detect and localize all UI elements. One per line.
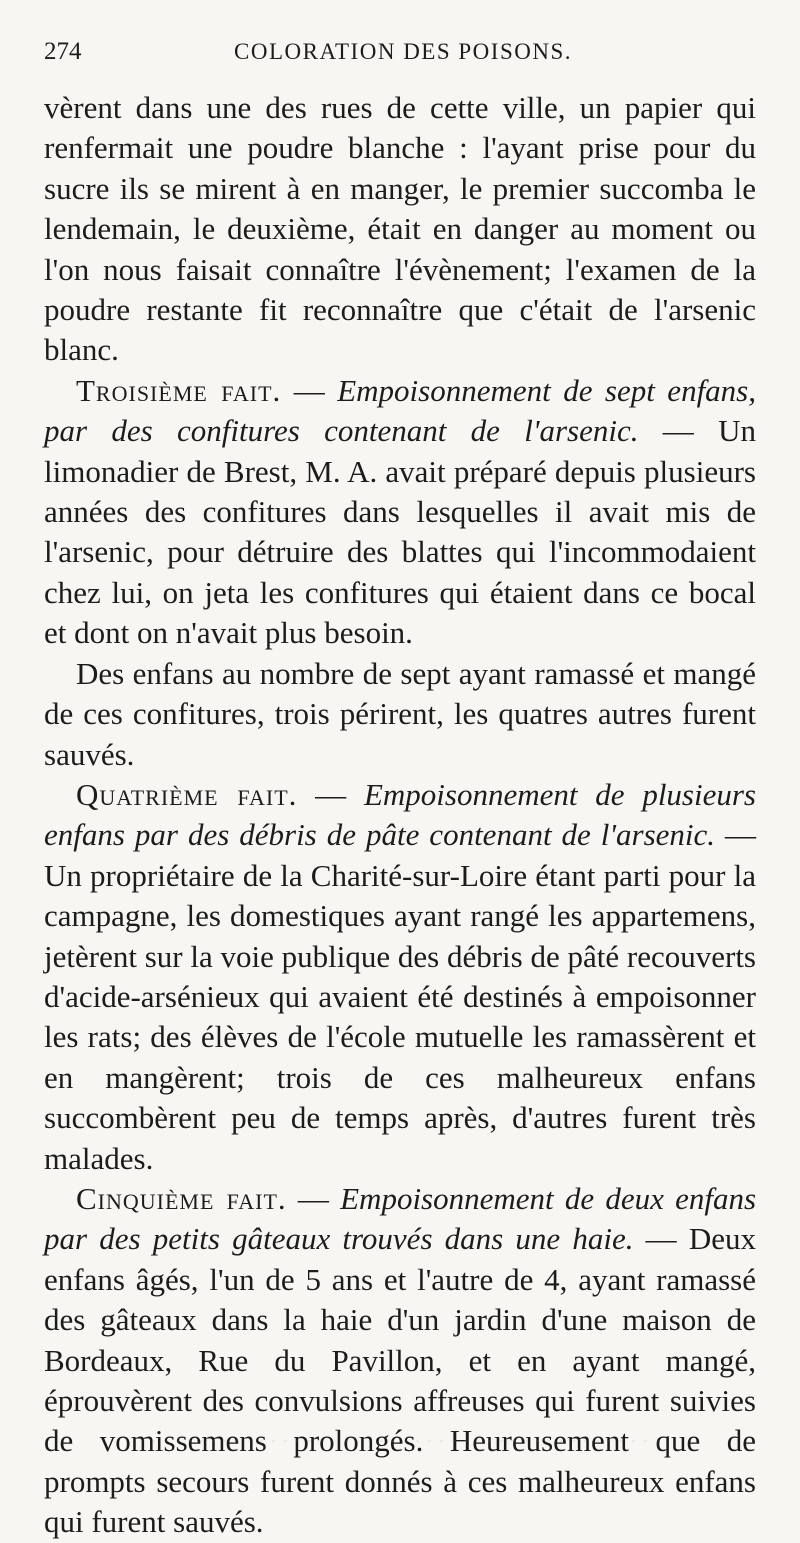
paragraph-troisieme-fait	[44, 371, 756, 654]
show-through-marks	[140, 1437, 660, 1445]
case-text: Deux enfans âgés, l'un de 5 ans et l'autre de 4, ayant ramassé des gâteaux dans la haie d'un jardin d'une maison de Bordeaux, Rue du Pavillon, et en ayant mangé, éprouvèrent des convulsions affreuses qui furent suivies de vomissemens prolongés. Heureusement que de prompts secours furent donnés à ces malheureux enfans qui furent sauvés.	[44, 1221, 757, 1540]
case-title: Empoisonnement de plusieurs enfans par des débris de pâte contenant de l'arsenic.	[44, 776, 756, 853]
dash: —	[633, 1221, 689, 1257]
page-number: 274	[44, 38, 82, 65]
running-head	[44, 38, 756, 80]
running-title: COLORATION DES POISONS.	[234, 39, 573, 64]
dash: —	[715, 817, 756, 853]
paragraph-enfans-sept: Des enfans au nombre de sept ayant ramassé et mangé de ces confitures, trois périrent, les quatres autres furent sauvés.	[44, 655, 756, 772]
case-label: Cinquième fait.	[76, 1180, 287, 1216]
case-text: Un limonadier de Brest, M. A. avait préparé depuis plusieurs années des confitures dans lesquelles il avait mis de l'arsenic, pour détruire des blattes qui l'incommodaient chez lui, on jeta les confitures qui étaient dans ce bocal et dont on n'avait plus besoin.	[44, 413, 756, 651]
paragraph-quatrieme-fait	[44, 775, 756, 1179]
paragraph-continuation: vèrent dans une des rues de cette ville, un papier qui renfermait une poudre blanche : l'ayant prise pour du sucre ils se mirent à en manger, le premier succomba le lendemain, le deuxième, était en danger au moment ou l'on nous faisait connaître l'évènement; l'examen de la poudre restante fit reconnaître que c'était de l'arsenic blanc.	[44, 90, 756, 368]
case-title: Empoisonnement de sept enfans, par des confitures contenant de l'arsenic.	[44, 372, 756, 449]
case-text: Un propriétaire de la Charité-sur-Loire étant parti pour la campagne, les domestiques ayant rangé les appartemens, jetèrent sur la voie publique des débris de pâté recouverts d'acide-arsénieux qui avaient été destinés à empoisonner les rats; des élèves de l'école mutuelle les ramassèrent et en mangèrent; trois de ces malheureux enfans succombèrent peu de temps après, d'autres furent très malades.	[44, 857, 756, 1176]
paragraph-cinquieme-fait	[44, 1179, 756, 1543]
dash: —	[297, 776, 364, 812]
case-title: Empoisonnement de deux enfans par des petits gâteaux trouvés dans une haie.	[44, 1180, 757, 1257]
dash: —	[638, 413, 719, 449]
dash: —	[286, 1180, 341, 1216]
page-body	[44, 88, 756, 1543]
case-label: Quatrième fait.	[76, 776, 298, 812]
dash: —	[281, 372, 338, 408]
case-label: Troisième fait.	[76, 372, 282, 408]
